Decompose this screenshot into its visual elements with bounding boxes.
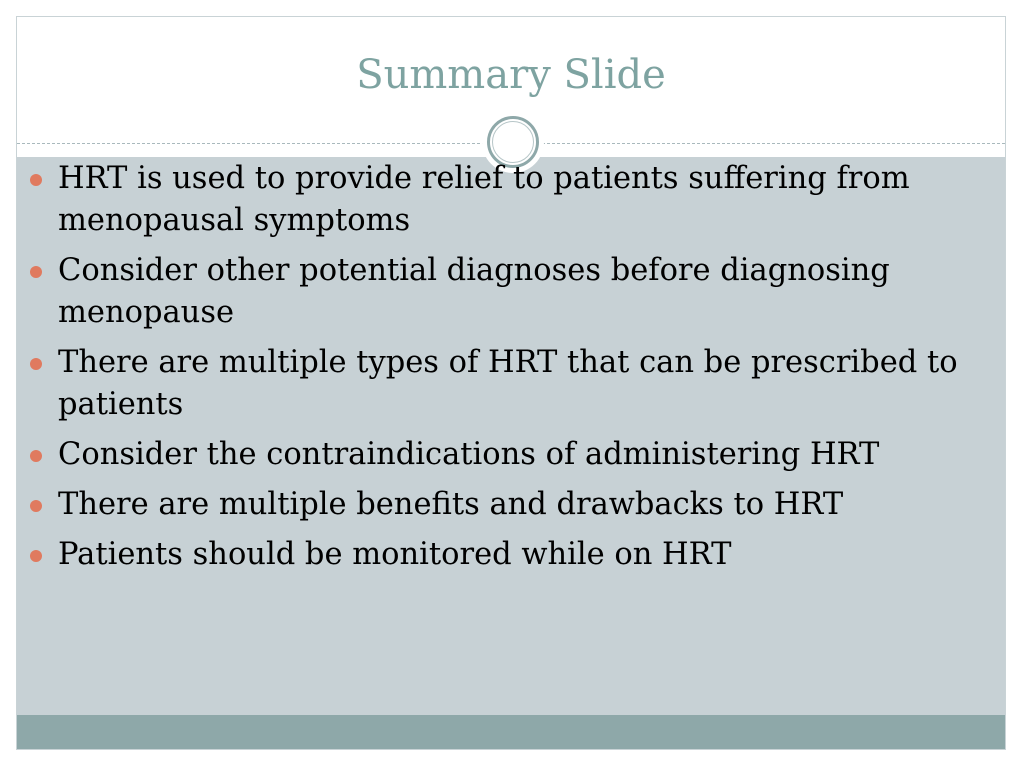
bullet-item [30, 342, 975, 426]
bullet-item [30, 158, 975, 242]
bullet-item [30, 484, 975, 526]
bullet-text: There are multiple types of HRT that can be prescribed to patients [58, 345, 958, 422]
bullet-list [30, 158, 975, 584]
bullet-text: Patients should be monitored while on HRT [58, 537, 732, 572]
bullet-dot-icon [30, 358, 42, 370]
bullet-text: There are multiple benefits and drawbacks to HRT [58, 487, 844, 522]
bullet-dot-icon [30, 500, 42, 512]
bullet-text: Consider other potential diagnoses before diagnosing menopause [58, 253, 890, 330]
ornament-inner-ring [492, 121, 534, 163]
bullet-text: Consider the contraindications of administering HRT [58, 437, 880, 472]
bullet-dot-icon [30, 550, 42, 562]
bullet-dot-icon [30, 174, 42, 186]
bullet-item [30, 534, 975, 576]
bullet-item [30, 250, 975, 334]
bullet-text: HRT is used to provide relief to patients suffering from menopausal symptoms [58, 161, 910, 238]
bullet-dot-icon [30, 266, 42, 278]
slide-title: Summary Slide [356, 52, 666, 98]
bullet-dot-icon [30, 450, 42, 462]
bullet-item [30, 434, 975, 476]
footer-bar [17, 715, 1005, 749]
